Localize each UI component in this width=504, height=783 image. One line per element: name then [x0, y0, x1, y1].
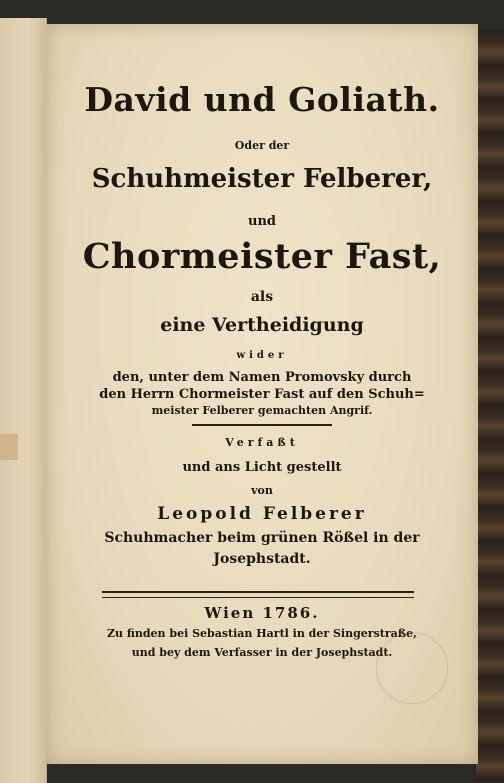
title-page	[46, 24, 478, 764]
preceding-page-edge	[0, 18, 47, 783]
wider-word: wider	[236, 350, 288, 361]
person-one: Schuhmeister Felberer,	[91, 164, 433, 194]
person-two: Chormeister Fast,	[82, 236, 442, 277]
author-role-line-1: Schuhmacher beim grünen Rößel in der	[104, 530, 420, 546]
faint-library-stamp	[376, 632, 448, 704]
bookmark-tab	[0, 434, 18, 460]
book-spine	[476, 30, 504, 783]
imprint-line-2: und bey dem Verfasser in der Josephstadt.	[131, 646, 393, 659]
author-role-line-2: Josephstadt.	[213, 551, 311, 567]
description-line-1: den, unter dem Namen Promovsky durch	[112, 370, 412, 385]
von-word: von	[251, 484, 273, 497]
licht-line: und ans Licht gestellt	[182, 460, 342, 475]
long-divider	[102, 591, 414, 598]
imprint-place-year: Wien 1786.	[204, 604, 320, 622]
subtitle-intro: Oder der	[234, 139, 290, 152]
book-title: David und Goliath.	[84, 80, 440, 119]
als-word: als	[250, 289, 274, 305]
author-name: Leopold Felberer	[157, 504, 367, 524]
description-line-3: meister Felberer gemachten Angrif.	[151, 404, 373, 417]
short-divider	[192, 424, 332, 426]
defense-line: eine Vertheidigung	[160, 314, 364, 336]
imprint-line-1: Zu finden bei Sebastian Hartl in der Singerstraße,	[107, 627, 417, 640]
description-line-2: den Herrn Chormeister Fast auf den Schuh=	[99, 387, 425, 402]
conjunction: und	[248, 214, 276, 229]
verfasst-word: Verfaßt	[225, 436, 299, 449]
